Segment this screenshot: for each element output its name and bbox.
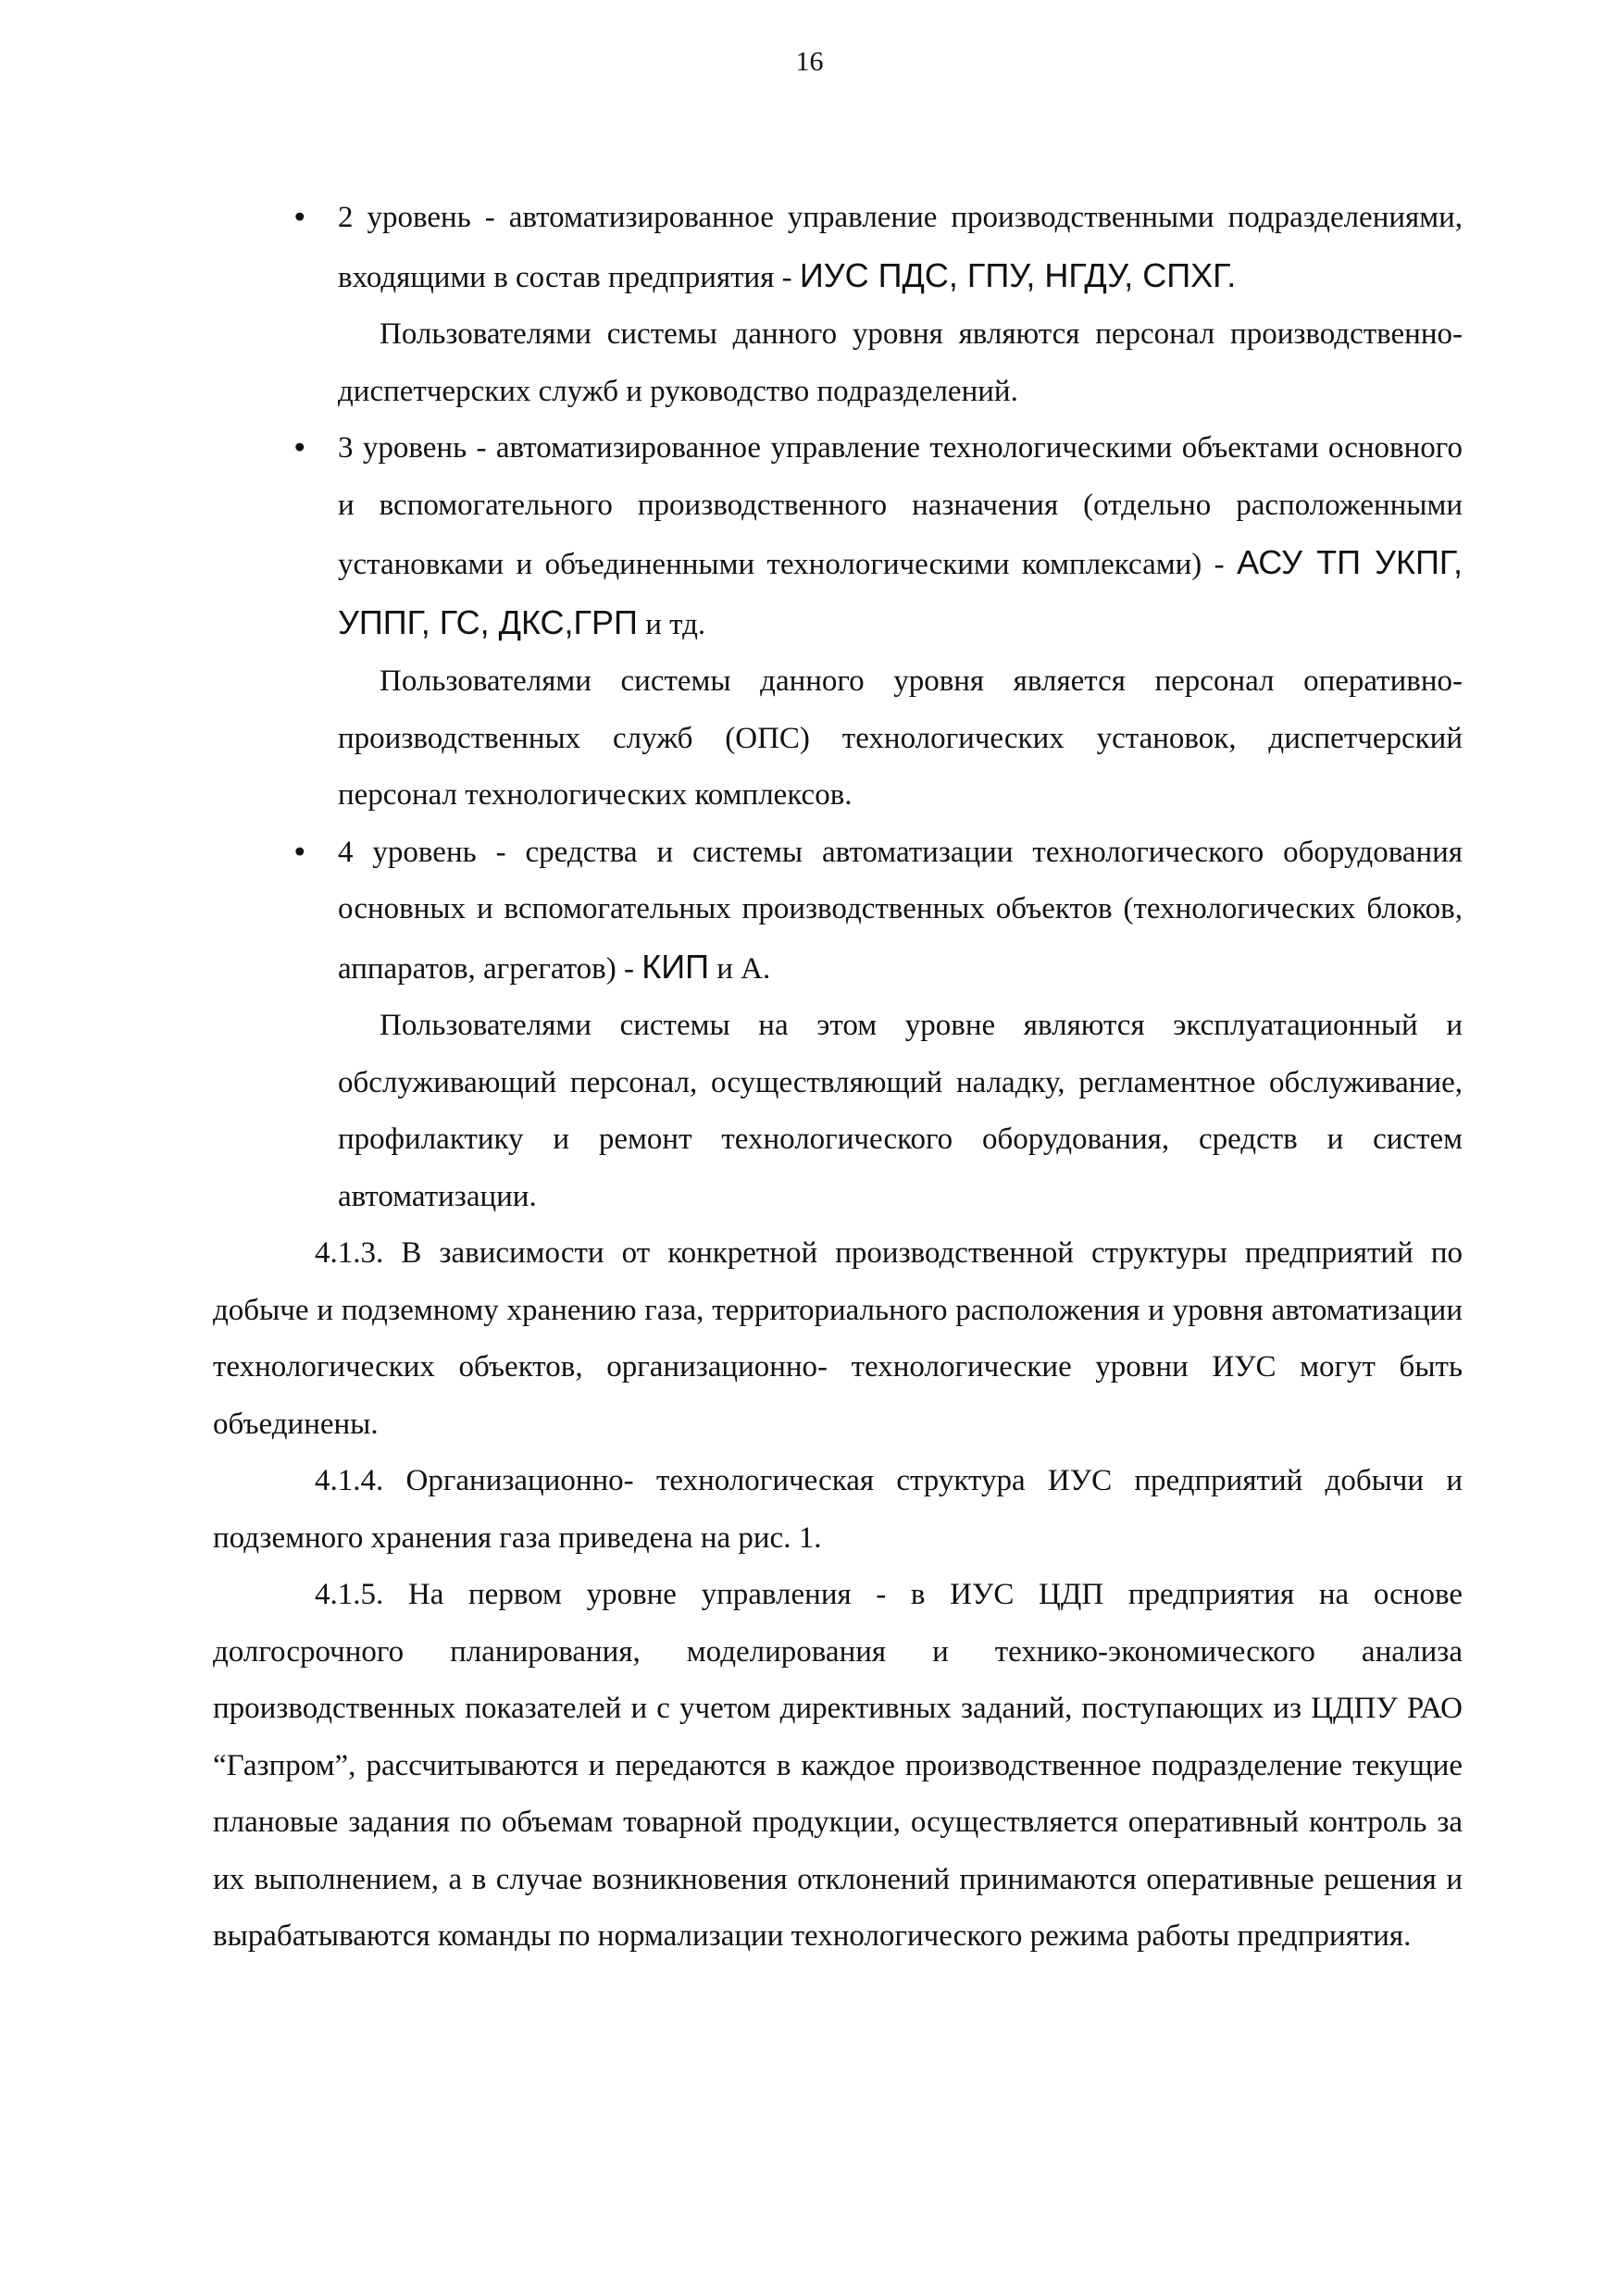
level-2-systems: ИУС ПДС, ГПУ, НГДУ, СПХГ.	[799, 255, 1237, 294]
level-4-users-text: Пользователями системы на этом уровне являются эксплуатационный и обслуживающий персонал, осуществляющий наладку, регламентное обслуживание, профилактику и ремонт технологического оборудования, средств и систем автоматизации.	[338, 1009, 1463, 1213]
page-number: 16	[795, 46, 824, 77]
list-item-level-4	[213, 825, 1463, 999]
bullet-icon: •	[294, 431, 305, 465]
level-4-description: 4 уровень - средства и системы автоматизации технологического оборудования основных и вспомогательных производственных объектов (технологических блоков, аппаратов, агрегатов) -	[338, 835, 1463, 986]
bullet-icon: •	[294, 835, 305, 869]
level-3-systems: АСУ ТП УКПГ, УППГ, ГС, ДКС,ГРП	[338, 543, 1463, 641]
level-3-tail: и тд.	[637, 607, 706, 641]
level-4-tail: и А.	[708, 951, 771, 986]
level-2-users-text: Пользователями системы данного уровня являются персонал производственно- диспетчерских служб и руководство подразделений.	[338, 317, 1463, 408]
level-4-systems: КИП	[641, 947, 709, 986]
document-body	[213, 190, 1463, 1966]
paragraph-4-1-5: 4.1.5. На первом уровне управления - в ИУС ЦДП предприятия на основе долгосрочного планирования, моделирования и технико-экономического анализа производственных показателей и с учетом директивных заданий, поступающих из ЦДПУ РАО “Газпром”, рассчитываются и передаются в каждое производственное подразделение текущие плановые задания по объемам товарной продукции, осуществляется оперативный контроль за их выполнением, а в случае возникновения отклонений принимаются оперативные решения и вырабатываются команды по нормализации технологического режима работы предприятия.	[213, 1578, 1463, 1953]
bullet-icon: •	[294, 201, 305, 234]
level-3-description: 3 уровень - автоматизированное управление технологическими объектами основного и вспомогательного производственного назначения (отдельно расположенными установками и объединенными технологическими комплексами) -	[338, 431, 1463, 581]
list-item-level-3	[213, 420, 1463, 653]
paragraph-4-1-4: 4.1.4. Организационно- технологическая структура ИУС предприятий добычи и подземного хранения газа приведена на рис. 1.	[213, 1464, 1463, 1555]
level-3-users-text: Пользователями системы данного уровня является персонал оперативно-производственных служб (ОПС) технологических установок, диспетчерский персонал технологических комплексов.	[338, 664, 1463, 812]
list-item-level-2	[213, 190, 1463, 306]
paragraph-4-1-3: 4.1.3. В зависимости от конкретной производственной структуры предприятий по добыче и подземному хранению газа, территориального расположения и уровня автоматизации технологических объектов, организационно- технологические уровни ИУС могут быть объединены.	[213, 1236, 1463, 1441]
level-2-description: 2 уровень - автоматизированное управление производственными подразделениями, входящими в состав предприятия -	[338, 201, 1463, 294]
